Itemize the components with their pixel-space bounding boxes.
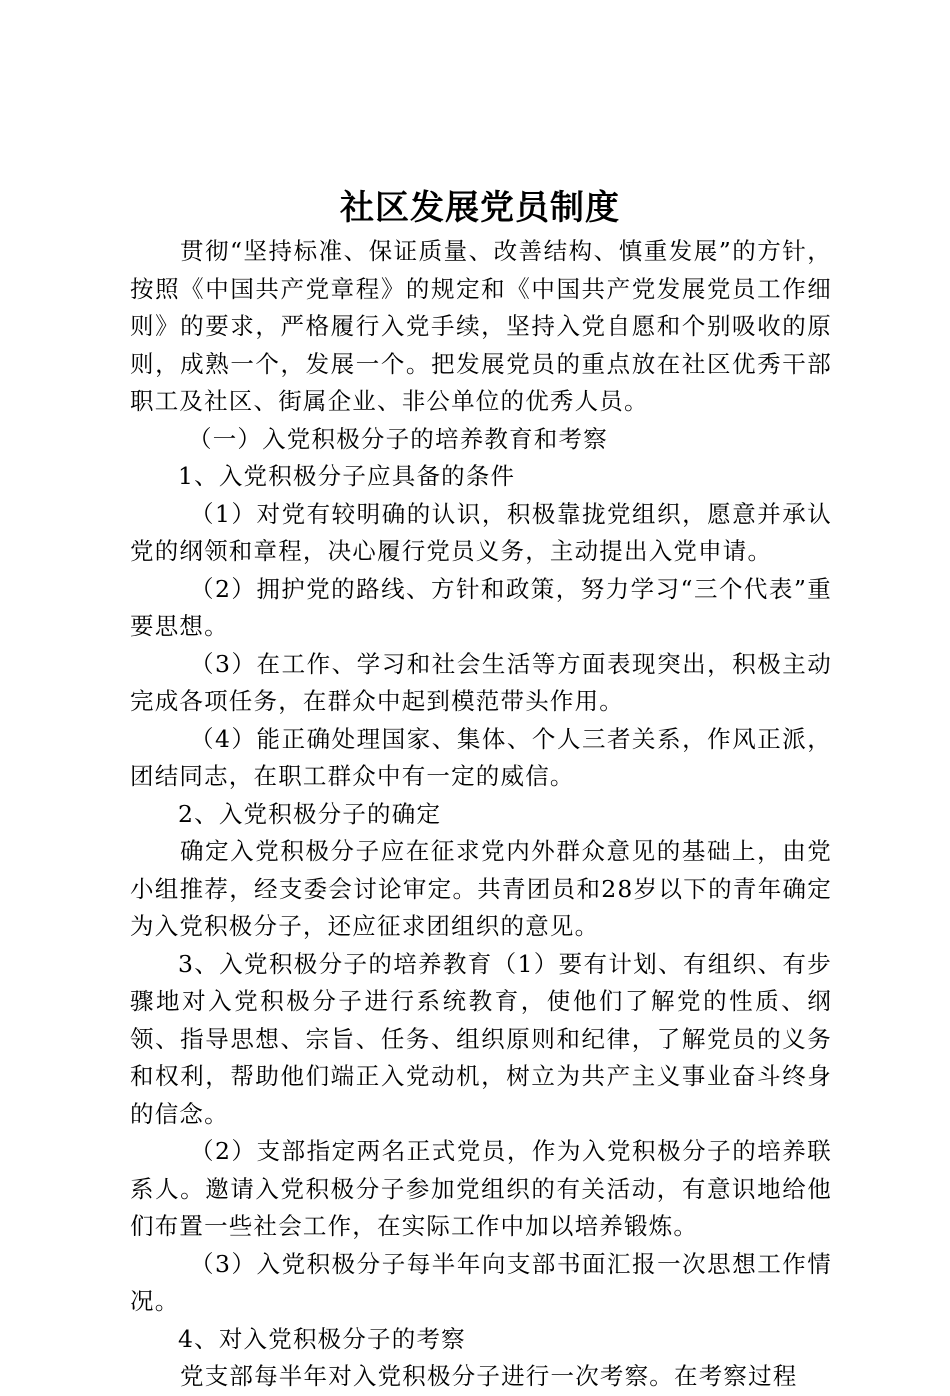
list-item: （2）拥护党的路线、方针和政策，努力学习“三个代表”重要思想。: [130, 574, 832, 640]
list-item: （3）入党积极分子每半年向支部书面汇报一次思想工作情况。: [130, 1249, 832, 1315]
body-paragraph: 确定入党积极分子应在征求党内外群众意见的基础上，由党小组推荐，经支委会讨论审定。共青团员和28岁以下的青年确定为入党积极分子，还应征求团组织的意见。: [130, 837, 832, 940]
list-item: （1）对党有较明确的认识，积极靠拢党组织，愿意并承认党的纲领和章程，决心履行党员义务，主动提出入党申请。: [130, 499, 832, 565]
subsection-heading-4: 4、对入党积极分子的考察: [178, 1324, 466, 1353]
list-item: （3）在工作、学习和社会生活等方面表现突出，积极主动完成各项任务，在群众中起到模范带头作用。: [130, 649, 832, 715]
document-title: 社区发展党员制度: [340, 188, 620, 228]
subsection-heading-3: 3、入党积极分子的培养教育（1）要有计划、有组织、有步骤地对入党积极分子进行系统教育，使他们了解党的性质、纲领、指导思想、宗旨、任务、组织原则和纪律，了解党员的义务和权利，帮助他们端正入党动机，树立为共产主义事业奋斗终身的信念。: [130, 949, 832, 1128]
body-paragraph: 党支部每半年对入党积极分子进行一次考察。在考察过程: [180, 1362, 798, 1390]
intro-paragraph: 贯彻“坚持标准、保证质量、改善结构、慎重发展”的方针，按照《中国共产党章程》的规定和《中国共产党发展党员工作细则》的要求，严格履行入党手续，坚持入党自愿和个别吸收的原则，成熟一个，发展一个。把发展党员的重点放在社区优秀干部职工及社区、街属企业、非公单位的优秀人员。: [130, 237, 832, 415]
list-item: （2）支部指定两名正式党员，作为入党积极分子的培养联系人。邀请入党积极分子参加党组织的有关活动，有意识地给他们布置一些社会工作，在实际工作中加以培养锻炼。: [130, 1137, 832, 1240]
subsection-heading-1: 1、入党积极分子应具备的条件: [178, 462, 516, 490]
subsection-heading-2: 2、入党积极分子的确定: [178, 799, 442, 828]
section-heading-1: （一）入党积极分子的培养教育和考察: [188, 424, 608, 453]
document-body: [130, 233, 832, 1396]
list-item: （4）能正确处理国家、集体、个人三者关系，作风正派，团结同志，在职工群众中有一定的威信。: [130, 724, 832, 790]
